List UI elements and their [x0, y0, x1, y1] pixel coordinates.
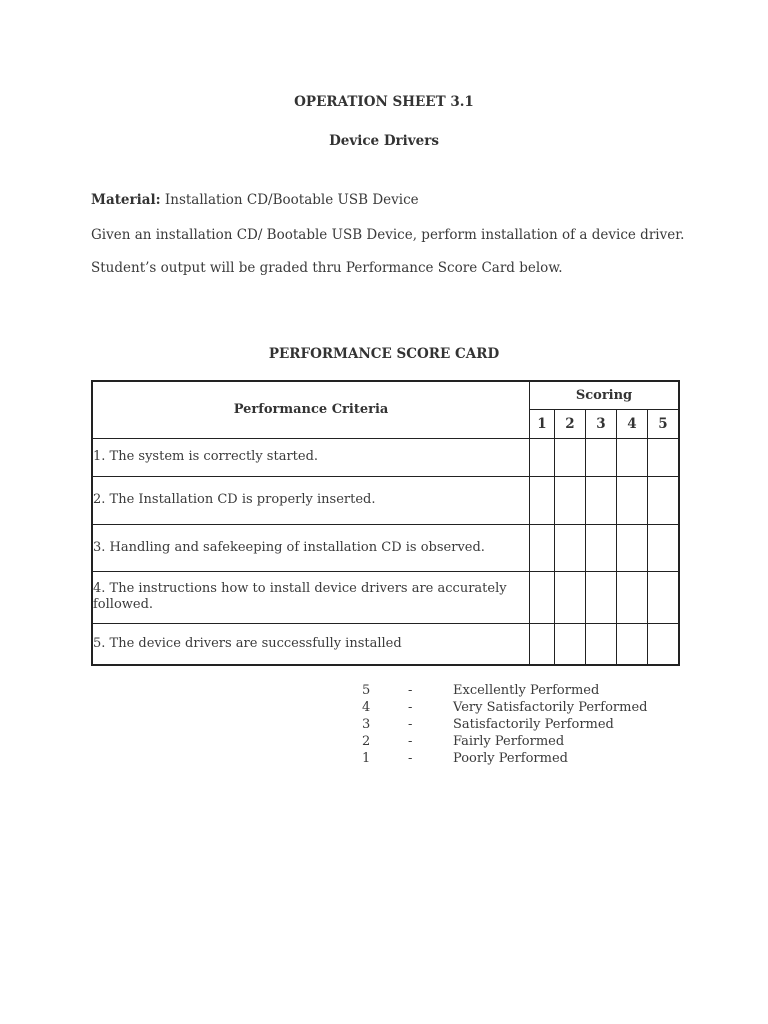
criteria-row: [92, 524, 679, 571]
legend-dash: -: [408, 717, 413, 732]
score-cell[interactable]: [617, 438, 648, 476]
score-cell[interactable]: [586, 571, 617, 623]
sheet-subtitle: Device Drivers: [329, 133, 439, 149]
score-cell[interactable]: [555, 571, 586, 623]
legend-item: [360, 733, 647, 750]
criterion-text: 3. Handling and safekeeping of installation CD is observed.: [92, 524, 530, 571]
legend-text: Fairly Performed: [453, 734, 565, 749]
score-cell[interactable]: [555, 623, 586, 665]
header-row: [92, 381, 679, 409]
score-cell[interactable]: [586, 476, 617, 524]
legend-value: 3: [362, 717, 371, 732]
legend-dash: -: [408, 700, 413, 715]
legend-item: [360, 750, 647, 767]
score-card-title: PERFORMANCE SCORE CARD: [268, 346, 500, 362]
score-card-table: [91, 380, 680, 666]
legend-item: [360, 716, 647, 733]
score-cell[interactable]: [586, 623, 617, 665]
score-cell[interactable]: [555, 438, 586, 476]
material-label: Material:: [91, 192, 161, 208]
score-cell[interactable]: [530, 571, 555, 623]
legend-text: Very Satisfactorily Performed: [453, 700, 648, 715]
legend-dash: -: [408, 683, 413, 698]
criteria-row: [92, 623, 679, 665]
score-cell[interactable]: [530, 623, 555, 665]
criteria-row: [92, 571, 679, 623]
criteria-row: [92, 438, 679, 476]
score-cell[interactable]: [586, 524, 617, 571]
criterion-text: 5. The device drivers are successfully installed: [92, 623, 530, 665]
score-col-1: 1: [530, 409, 555, 438]
legend-item: [360, 699, 647, 716]
legend-text: Poorly Performed: [453, 751, 568, 766]
legend-dash: -: [408, 751, 413, 766]
score-col-2: 2: [555, 409, 586, 438]
legend-value: 1: [362, 751, 371, 766]
grading-note: Student’s output will be graded thru Performance Score Card below.: [91, 260, 563, 276]
score-cell[interactable]: [617, 524, 648, 571]
score-cell[interactable]: [648, 438, 680, 476]
material-value: Installation CD/Bootable USB Device: [164, 192, 419, 208]
score-cell[interactable]: [617, 623, 648, 665]
score-cell[interactable]: [617, 476, 648, 524]
instruction-text: Given an installation CD/ Bootable USB Device, perform installation of a device driver.: [91, 227, 685, 243]
legend-value: 2: [362, 734, 371, 749]
legend-value: 4: [362, 700, 371, 715]
score-col-5: 5: [648, 409, 680, 438]
criteria-row: [92, 476, 679, 524]
sheet-title: OPERATION SHEET 3.1: [294, 94, 474, 110]
scoring-header: Scoring: [530, 381, 680, 409]
score-cell[interactable]: [555, 524, 586, 571]
score-cell[interactable]: [648, 571, 680, 623]
score-col-4: 4: [617, 409, 648, 438]
score-cell[interactable]: [586, 438, 617, 476]
score-cell[interactable]: [530, 524, 555, 571]
score-col-3: 3: [586, 409, 617, 438]
score-cell[interactable]: [530, 438, 555, 476]
score-cell[interactable]: [617, 571, 648, 623]
legend-item: [360, 682, 647, 699]
criteria-header: Performance Criteria: [92, 381, 530, 438]
legend-text: Satisfactorily Performed: [453, 717, 614, 732]
material-line: [91, 192, 419, 208]
legend-value: 5: [362, 683, 371, 698]
criterion-text: 4. The instructions how to install device drivers are accurately followed.: [92, 571, 530, 623]
score-cell[interactable]: [555, 476, 586, 524]
score-legend: [360, 682, 647, 767]
legend-text: Excellently Performed: [453, 683, 600, 698]
score-cell[interactable]: [648, 524, 680, 571]
legend-dash: -: [408, 734, 413, 749]
criterion-text: 2. The Installation CD is properly inserted.: [92, 476, 530, 524]
score-cell[interactable]: [530, 476, 555, 524]
criterion-text: 1. The system is correctly started.: [92, 438, 530, 476]
score-cell[interactable]: [648, 476, 680, 524]
score-cell[interactable]: [648, 623, 680, 665]
